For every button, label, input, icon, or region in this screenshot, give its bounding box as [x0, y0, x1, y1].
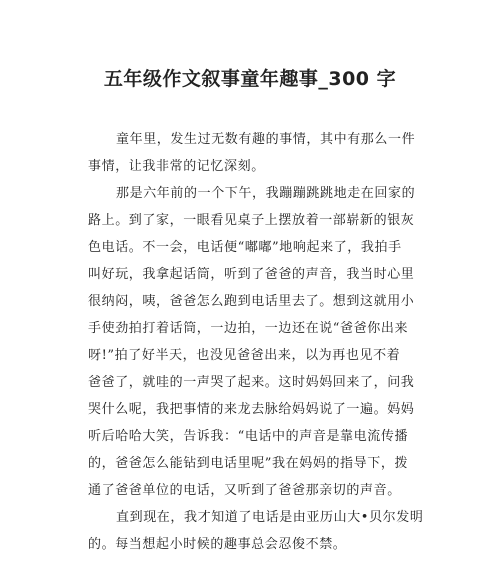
- paragraph-line: 呀!”拍了好半天，也没见爸爸出来，以为再也见不着: [88, 348, 401, 363]
- paragraph-line: 路上。到了家，一眼看见桌子上摆放着一部崭新的银灰: [88, 213, 415, 228]
- paragraph-line: 的。每当想起小时候的趣事总会忍俊不禁。: [88, 537, 347, 552]
- paragraph-line: 童年里，发生过无数有趣的事情，其中有那么一件: [116, 132, 416, 147]
- paragraph-line: 听后哈哈大笑，告诉我：“电话中的声音是靠电流传播: [88, 429, 409, 444]
- paragraph-line: 直到现在，我才知道了电话是由亚历山大•贝尔发明: [116, 510, 424, 525]
- paragraph-line: 手使劲拍打着话筒，一边拍，一边还在说“爸爸你出来: [88, 321, 409, 336]
- paragraph-line: 那是六年前的一个下午，我蹦蹦跳跳地走在回家的: [116, 186, 416, 201]
- paragraph-line: 色电话。不一会，电话便“嘟嘟”地响起来了，我拍手: [88, 240, 402, 255]
- document-title: 五年级作文叙事童年趣事_300 字: [103, 68, 397, 90]
- paragraph-line: 爸爸了，就哇的一声哭了起来。这时妈妈回来了，问我: [88, 375, 415, 390]
- paragraph-line: 很纳闷，咦，爸爸怎么跑到电话里去了。想到这就用小: [88, 294, 415, 309]
- paragraph-line: 的，爸爸怎么能钻到电话里呢”我在妈妈的指导下，拨: [88, 456, 409, 471]
- paragraph-line: 哭什么呢，我把事情的来龙去脉给妈妈说了一遍。妈妈: [88, 402, 415, 417]
- paragraph-line: 通了爸爸单位的电话，又听到了爸爸那亲切的声音。: [88, 483, 401, 498]
- paragraph-line: 事情，让我非常的记忆深刻。: [88, 159, 265, 174]
- paragraph-line: 叫好玩，我拿起话筒，听到了爸爸的声音，我当时心里: [88, 267, 415, 282]
